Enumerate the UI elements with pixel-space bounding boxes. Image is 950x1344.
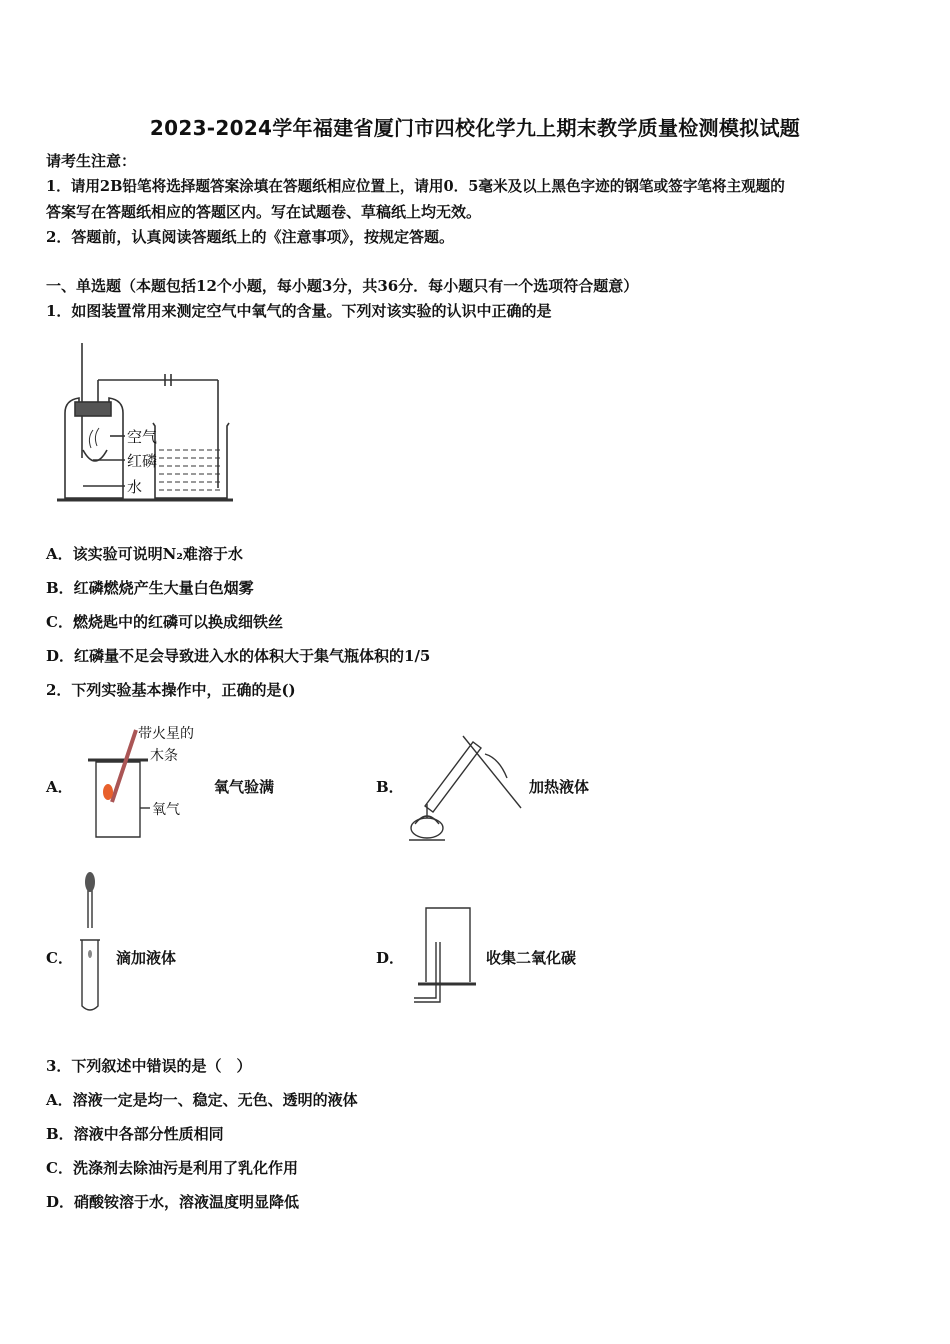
- q1-option-a: A．该实验可说明N₂难溶于水: [46, 545, 243, 563]
- q2-a-fig-label-2: 木条: [150, 748, 178, 764]
- q3-option-b: B．溶液中各部分性质相同: [46, 1125, 224, 1143]
- q1-apparatus-figure: [55, 338, 245, 508]
- q1-stem: 1．如图装置常用来测定空气中氧气的含量。下列对该实验的认识中正确的是: [46, 302, 552, 320]
- q2-b-heating-figure: [403, 728, 528, 848]
- q2-option-d-letter: D．: [376, 949, 405, 967]
- q3-option-c: C．洗涤剂去除油污是利用了乳化作用: [46, 1159, 298, 1177]
- q3-option-d: D．硝酸铵溶于水，溶液温度明显降低: [46, 1193, 300, 1211]
- q3-option-a: A．溶液一定是均一、稳定、无色、透明的液体: [46, 1091, 358, 1109]
- q1-fig-label-water: 水: [127, 478, 143, 496]
- q2-a-fig-label-1: 带火星的: [138, 726, 194, 742]
- section-heading: 一、单选题（本题包括12个小题，每小题3分，共36分．每小题只有一个选项符合题意）: [46, 277, 639, 295]
- q2-stem: 2．下列实验基本操作中，正确的是(): [46, 681, 296, 699]
- q2-option-b-label: 加热液体: [529, 778, 590, 796]
- notice-line-1a: 1．请用2B铅笔将选择题答案涂填在答题纸相应位置上，请用0．5毫米及以上黑色字迹的钢笔或签字笔将主观题的: [46, 178, 785, 195]
- q1-option-d: D．红磷量不足会导致进入水的体积大于集气瓶体积的1/5: [46, 647, 431, 665]
- q2-option-a-letter: A．: [46, 778, 73, 796]
- q2-d-collection-figure: [408, 902, 478, 1012]
- q2-option-d-label: 收集二氧化碳: [486, 949, 577, 967]
- notice-line-1b: 答案写在答题纸相应的答题区内。写在试题卷、草稿纸上均无效。: [46, 203, 482, 221]
- q2-option-c-letter: C．: [46, 949, 73, 967]
- q3-stem: 3．下列叙述中错误的是（ ）: [46, 1057, 252, 1075]
- page-title: 2023-2024学年福建省厦门市四校化学九上期末教学质量检测模拟试题: [149, 116, 801, 140]
- q1-option-b: B．红磷燃烧产生大量白色烟雾: [46, 579, 254, 597]
- q1-option-c: C．燃烧匙中的红磷可以换成细铁丝: [46, 613, 283, 631]
- q2-option-c-label: 滴加液体: [116, 949, 177, 967]
- q1-fig-label-phosphorus: 红磷: [127, 452, 158, 470]
- q2-option-a-label: 氧气验满: [214, 778, 275, 796]
- q1-fig-label-air: 空气: [127, 428, 158, 446]
- q2-option-b-letter: B．: [376, 778, 404, 796]
- notice-line-2: 2．答题前，认真阅读答题纸上的《注意事项》，按规定答题。: [46, 228, 454, 246]
- q2-a-fig-label-3: 氧气: [152, 802, 180, 818]
- q2-c-dropper-figure: [74, 870, 104, 1015]
- notice-heading: 请考生注意：: [46, 152, 137, 170]
- q2-a-oxygen-test-figure: [80, 722, 220, 842]
